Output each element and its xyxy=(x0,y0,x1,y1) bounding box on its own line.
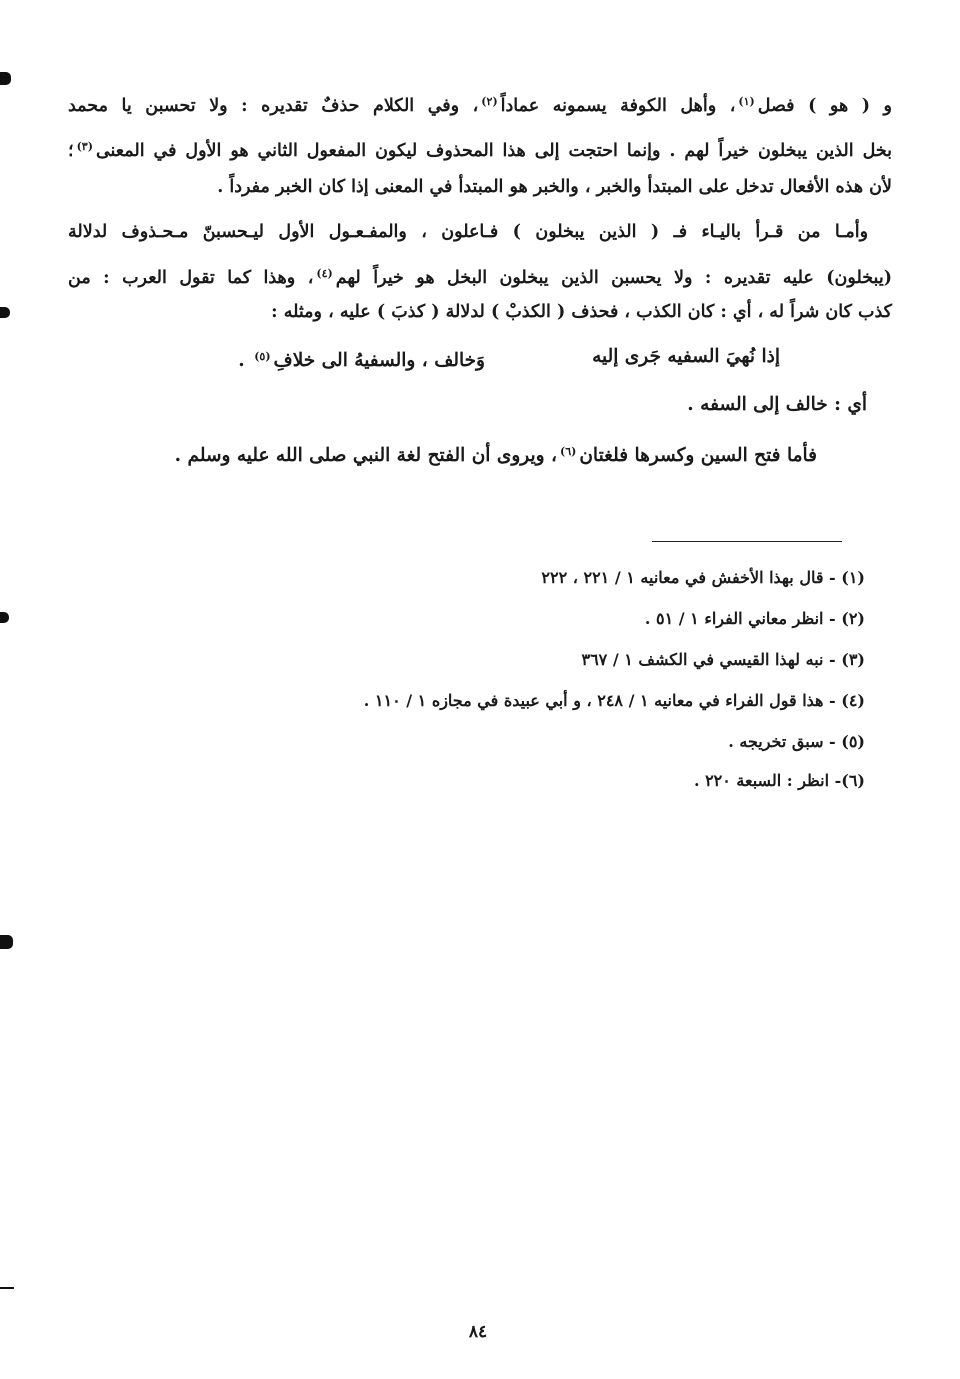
paragraph-2-line-3: كذب كان شراً له ، أي : كان الكذب ، فحذف ( الكذبْ ) لدلالة ( كذبَ ) عليه ، ومثله : xyxy=(271,302,892,322)
footnote-6: (٦)- انظر : السبعة ٢٢٠ . xyxy=(693,771,865,790)
text-run: و ( هو ) فصل xyxy=(757,96,892,116)
binding-hole-mark xyxy=(0,72,11,85)
text-run: بخل الذين يبخلون خيراً لهم . وإنما احتجت إلى هذا المحذوف ليكون المفعول الثاني هو الأول في المعنى xyxy=(95,141,892,161)
binding-hole-mark xyxy=(0,612,9,623)
quoted-term: ( الذين يبخلون ) xyxy=(512,222,660,242)
text-run: ؛ xyxy=(68,141,74,161)
text-run: وَخالف ، والسفيهُ الى خلافِ xyxy=(273,350,485,371)
footnote-reference[interactable]: (٢) xyxy=(481,95,498,108)
paragraph-3 xyxy=(175,440,817,468)
footnote-reference[interactable]: (٦) xyxy=(559,445,577,458)
text-run: عليه تقديره : ولا يحسبن الذين يبخلون البخل هو خيراً لهم xyxy=(335,268,814,288)
text-run: ، وهذا كما تقول العرب : من xyxy=(68,268,314,288)
text-run: . xyxy=(238,350,245,371)
footnote-4: (٤) - هذا قول الفراء في معانيه ١ / ٢٤٨ ، و أبي عبيدة في مجازه ١ / ١١٠ . xyxy=(363,691,865,710)
footnote-2: (٢) - انظر معاني الفراء ١ / ٥١ . xyxy=(644,609,865,628)
text-run: ، ويروى أن الفتح لغة النبي صلى الله عليه وسلم . xyxy=(174,445,557,466)
page-number: ٨٤ xyxy=(468,1322,488,1342)
verse-second-hemistich xyxy=(238,345,485,373)
quoted-term: (يبخلون) xyxy=(826,268,892,288)
binding-hole-mark xyxy=(0,1287,14,1289)
footnote-reference[interactable]: (٤) xyxy=(316,267,333,280)
text-run: فأما فتح السين وكسرها فلغتان xyxy=(579,445,817,466)
paragraph-1-line-3: لأن هذه الأفعال تدخل على المبتدأ والخبر ، والخبر هو المبتدأ في المعنى إذا كان الخبر مفرداً . xyxy=(217,177,892,197)
verse-first-hemistich: إذا نُهيَ السفيه جَرى إليه xyxy=(592,346,780,367)
footnote-separator xyxy=(652,541,842,542)
text-run: وأمـا من قـرأ باليـاء فـ xyxy=(673,222,869,242)
text-run: ، وفي الكلام حذفٌ تقديره : ولا تحسبن يا محمد xyxy=(68,96,479,116)
footnote-5: (٥) - سبق تخريجه . xyxy=(728,732,865,751)
paragraph-2-line-2 xyxy=(68,262,892,290)
footnote-reference[interactable]: (٥) xyxy=(254,350,271,363)
paragraph-1-line-2 xyxy=(68,135,892,163)
paragraph-2-line-1 xyxy=(68,220,868,244)
footnote-reference[interactable]: (٣) xyxy=(76,140,93,153)
paragraph-1-line-1 xyxy=(68,90,892,118)
footnote-1: (١) - قال بهذا الأخفش في معانيه ١ / ٢٢١ ، ٢٢٢ xyxy=(541,568,865,587)
text-run: فـاعلون ، والمفـعـول الأول ليـحسبنّ مـحـذوف لدلالة xyxy=(68,222,499,242)
footnote-reference[interactable]: (١) xyxy=(738,95,755,108)
binding-hole-mark xyxy=(0,935,13,949)
footnote-3: (٣) - نبه لهذا القيسي في الكشف ١ / ٣٦٧ xyxy=(581,650,865,669)
binding-hole-mark xyxy=(0,307,10,318)
verse-explanation: أي : خالف إلى السفه . xyxy=(687,394,867,415)
text-run: ، وأهل الكوفة يسمونه عماداً xyxy=(500,96,736,116)
